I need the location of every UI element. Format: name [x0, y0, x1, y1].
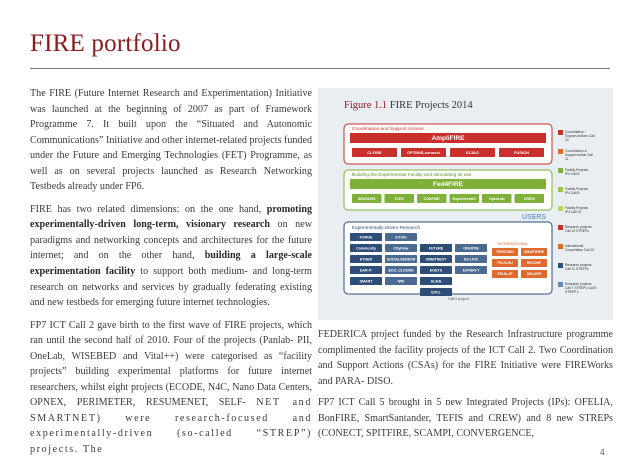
- research-item-label: CityFlow: [393, 246, 409, 251]
- csa-item: [499, 148, 544, 157]
- facility-item-label: FLEX: [394, 196, 404, 201]
- csa-section-title: Coordination and Support Actions: [352, 127, 424, 132]
- international-item-label: TRESCIMO: [496, 250, 514, 255]
- legend-label: Research projects Call 11 STREPs: [565, 263, 592, 272]
- csa-item: [352, 148, 397, 157]
- legend-label: Research projects Call 7 STREPs Call 8 STREP 1: [565, 282, 597, 295]
- research-item-label: OFERTIE: [463, 246, 479, 251]
- research-item-label: EXCL: [431, 290, 441, 295]
- international-item: [521, 259, 547, 267]
- text-run: FIRE has two related dimensions: on the one hand,: [30, 203, 267, 215]
- figure-caption-text: FIRE Projects 2014: [389, 100, 473, 111]
- legend-label: Coordination / Support actions Call 10: [565, 130, 595, 143]
- csa-item: [450, 148, 495, 157]
- right-column: [318, 327, 613, 448]
- research-item: [385, 233, 417, 241]
- legend-label: Coordination & Support action Call 11: [565, 149, 593, 162]
- call-note: Call 9 project: [448, 297, 469, 301]
- research-item: [350, 255, 382, 263]
- international-item: [521, 270, 547, 278]
- bold-run: building a large-scale experimentation facility: [30, 250, 312, 278]
- left-column: [30, 86, 312, 465]
- research-item: [420, 288, 452, 296]
- facility-item: [385, 194, 415, 203]
- call2-paragraph: [30, 318, 312, 458]
- facility-item-label: ExperimentIO: [452, 196, 476, 201]
- research-item: [385, 244, 417, 252]
- text-run: FP7 ICT Call 2 gave birth to the first wave of FIRE projects, which ran until the second half of 2010. Four of the projects (Panlab- PII, OneLab, WISEBED and Vital++) were categorised as “facility projects” building experimental platforms for future internet researchers, whilst eight projects (ECODE, N4C, Nano Data Centers, OPNEX, PERIMETER, RESUMENET, SELF-: [30, 319, 312, 409]
- international-item-label: DELAYFI: [526, 272, 542, 277]
- research-item: [385, 255, 417, 263]
- research-item: [420, 255, 452, 263]
- legend-swatch: [558, 263, 563, 268]
- facility-item-label: CONFINE: [423, 196, 440, 201]
- research-item-label: InTrAh: [395, 235, 407, 240]
- fed4fire-label: Fed4FIRE: [433, 181, 463, 188]
- international-item-label: SMARTFIRE: [524, 250, 544, 255]
- legend-label: Research projects Call 10 STREPs: [565, 225, 592, 234]
- international-item-label: RECONF: [526, 261, 542, 266]
- facility-item: [450, 194, 480, 203]
- figure-caption: [344, 100, 473, 111]
- csa-item-label: CI-FIRE: [367, 149, 382, 155]
- research-item: [420, 277, 452, 285]
- research-item: [385, 266, 417, 274]
- research-item-label: Community: [356, 246, 376, 251]
- intro-paragraph: The FIRE (Future Internet Research and Experimentation) Initiative was launched at the beginning of 2007 as part of Framework Programme 7. It built upon the “Situated and Autonomic Communications” Initiative and other internet-related projects funded under the Future and Emerging Technologies (FET) Programme, as well as on several projects launched as Research Networking Testbeds already under FP6.: [30, 88, 312, 193]
- facility-item-label: OpenLab: [488, 196, 505, 201]
- text-run: on new paradigms and networking concepts and architectures for the future internet; and on the other hand,: [30, 219, 312, 262]
- research-item: [350, 233, 382, 241]
- research-item-label: ECO_CLOUDS: [388, 268, 414, 273]
- legend-swatch: [558, 244, 563, 249]
- diagram-legend: [558, 130, 596, 294]
- text-run: NET and SMARTNET) were research-focused and experimentally-driven (so-called “STREP”) projects. The: [30, 397, 312, 456]
- research-item-label: IWS: [397, 279, 405, 284]
- research-item: [455, 266, 487, 274]
- bold-run: promoting experimentally-driven long-term, visionary research: [30, 203, 312, 231]
- research-item: [385, 277, 417, 285]
- amplifire-label: AmpliFIRE: [431, 135, 465, 142]
- research-item-label: FUTURE: [428, 246, 444, 251]
- legend-swatch: [558, 149, 563, 154]
- research-item-label: ES-LIVE: [464, 257, 478, 262]
- title-rule: [30, 68, 610, 69]
- research-item-label: EGETS: [429, 268, 443, 273]
- csa-item-label: OPTIMIS-connect: [406, 149, 441, 155]
- research-item-label: SOCIALSENSOR: [386, 257, 416, 262]
- international-item: [492, 270, 518, 278]
- research-item: [420, 266, 452, 274]
- legend-swatch: [558, 130, 563, 135]
- legend-swatch: [558, 282, 563, 287]
- research-item: [455, 255, 487, 263]
- legend-label: International Cooperation Call 10: [565, 244, 595, 253]
- research-item: [455, 244, 487, 252]
- facility-item: [482, 194, 512, 203]
- facility-item: [352, 194, 382, 203]
- research-item-label: FORGE: [359, 235, 373, 240]
- international-label: INTERNATIONAL: [498, 242, 529, 246]
- research-item: [350, 244, 382, 252]
- international-item-label: FELIX-EU: [497, 261, 513, 266]
- legend-swatch: [558, 187, 563, 192]
- legend-swatch: [558, 168, 563, 173]
- research-item-label: SMART: [359, 279, 373, 284]
- legend-swatch: [558, 206, 563, 211]
- research-item: [350, 277, 382, 285]
- facility-item: [417, 194, 447, 203]
- csa-item-label: ECIAO: [466, 149, 479, 155]
- international-item-label: FELIX-JP: [497, 272, 513, 277]
- international-item: [492, 248, 518, 256]
- dimensions-paragraph: [30, 202, 312, 311]
- csa-item: [401, 148, 446, 157]
- users-label: USERS: [522, 214, 547, 221]
- research-item-label: ALIEN: [430, 279, 442, 284]
- figure-number: Figure 1.1: [344, 100, 388, 111]
- facility-item-label: CREW: [523, 196, 535, 201]
- research-item: [420, 244, 452, 252]
- research-item-label: ETHER: [359, 257, 373, 262]
- facility-section-title: Building the Experimental Facility and stimulating its use: [352, 173, 472, 178]
- csa-item-label: FUSION: [513, 149, 530, 155]
- legend-swatch: [558, 225, 563, 230]
- research-item-label: ORBITNEXT: [425, 257, 447, 262]
- facility-item-label: SENSORS: [357, 196, 376, 201]
- page-title: FIRE portfolio: [30, 30, 181, 57]
- federica-paragraph: FEDERICA project funded by the Research Infrastructure programme complimented the facility projects of the ICT Call 2. Two Coordination and Support Actions (CSAs) for the FIRE Initiative were FIREWorks and PARA- DISO.: [318, 329, 613, 387]
- fire-projects-diagram: [326, 118, 612, 318]
- research-item-label: EXPERI-T: [462, 268, 480, 273]
- research-section-title: Experimentally-driven Research: [352, 226, 420, 231]
- facility-item: [515, 194, 545, 203]
- call5-paragraph: FP7 ICT Call 5 brought in 5 new Integrated Projects (IPs): OFELIA, BonFIRE, SmartSantander, TEFIS and CREW) and 8 new STREPs (CONECT, SPITFIRE, SCAMPI, CONVERGENCE,: [318, 397, 613, 440]
- research-item-label: EAR-IT: [360, 268, 372, 273]
- text-run: to support both medium- and long-term research on networks and services by gradually federating existing and new testbeds for emerging future internet technologies.: [30, 266, 313, 309]
- legend-label: Facility Projects IP4 Call 8: [565, 168, 589, 177]
- research-item: [350, 266, 382, 274]
- legend-label: Facility Projects IP4 Call 10: [565, 206, 589, 215]
- legend-label: Facility Projects IP4 Call 8: [565, 187, 589, 196]
- international-item: [492, 259, 518, 267]
- page-number: 4: [600, 447, 605, 457]
- international-item: [521, 248, 547, 256]
